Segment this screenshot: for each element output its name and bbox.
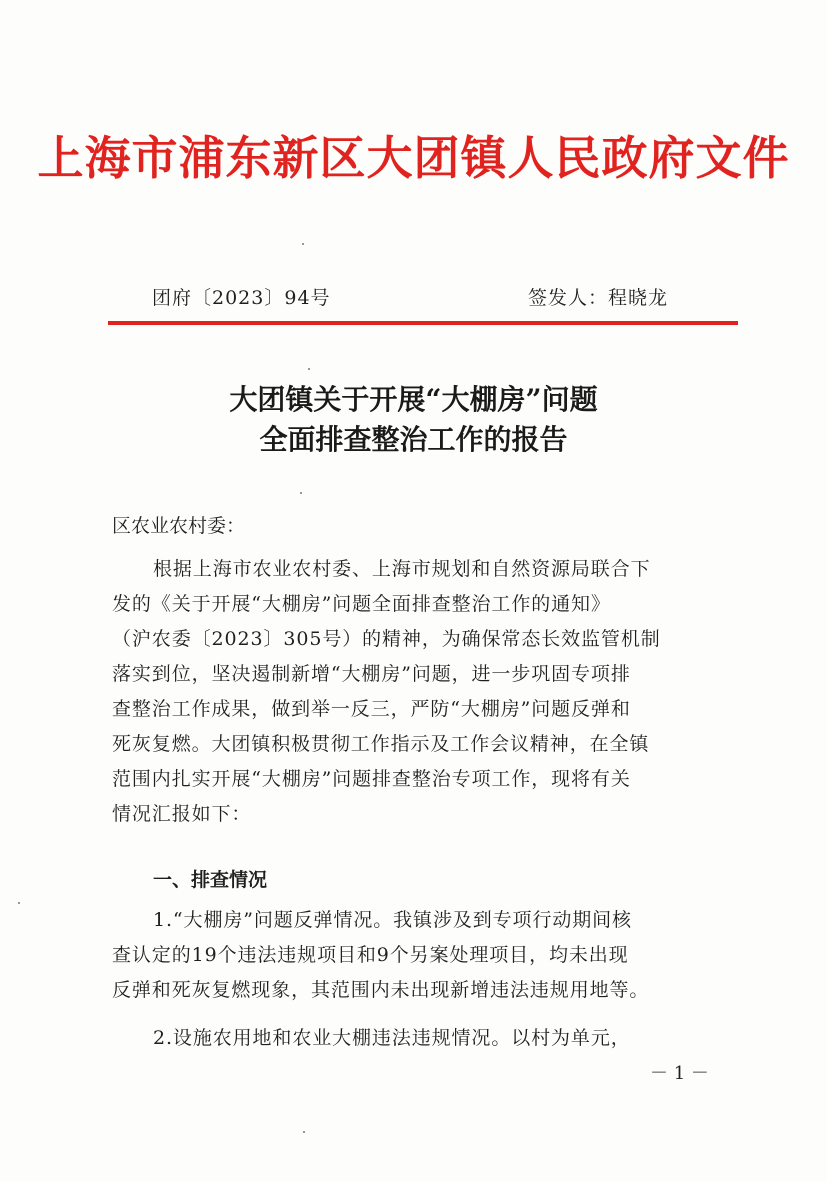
paragraph-line: 发的《关于开展“大棚房”问题全面排查整治工作的通知》 (112, 593, 611, 615)
scan-speck (18, 902, 20, 904)
salutation: 区农业农村委： (112, 515, 246, 537)
paragraph-line: 反弹和死灰复燃现象，其范围内未出现新增违法违规用地等。 (112, 979, 650, 1001)
paragraph-line: 2.设施农用地和农业大棚违法违规情况。以村为单元， (153, 1027, 631, 1049)
document-title (0, 380, 827, 460)
item-1-paragraph (112, 903, 732, 1008)
document-masthead: 上海市浦东新区大团镇人民政府文件 (37, 131, 790, 185)
scan-speck (308, 368, 310, 370)
scan-speck (302, 243, 304, 245)
paragraph-line: 查认定的19个违法违规项目和9个另案处理项目，均未出现 (112, 944, 629, 966)
paragraph-line: （沪农委〔2023〕305号）的精神，为确保常态长效监管机制 (112, 628, 661, 650)
paragraph-line: 1.“大棚房”问题反弹情况。我镇涉及到专项行动期间核 (153, 909, 632, 931)
scan-speck (300, 492, 302, 494)
paragraph-line: 落实到位，坚决遏制新增“大棚房”问题，进一步巩固专项排 (112, 663, 631, 685)
title-line-1: 大团镇关于开展“大棚房”问题 (229, 383, 598, 416)
paragraph-line: 根据上海市农业农村委、上海市规划和自然资源局联合下 (153, 558, 651, 580)
intro-paragraph (112, 552, 732, 832)
paragraph-line: 范围内扎实开展“大棚房”问题排查整治专项工作，现将有关 (112, 768, 631, 790)
paragraph-line: 情况汇报如下： (112, 803, 252, 825)
item-2-paragraph (112, 1021, 732, 1056)
page-number: － 1 － (650, 1063, 709, 1084)
red-divider-line (108, 321, 738, 325)
title-line-2: 全面排查整治工作的报告 (259, 423, 568, 456)
section-heading: 一、排查情况 (153, 869, 268, 891)
document-number: 团府〔2023〕94号 (152, 287, 331, 309)
signer: 签发人：程晓龙 (528, 287, 669, 309)
scan-speck (303, 1131, 305, 1133)
paragraph-line: 查整治工作成果，做到举一反三，严防“大棚房”问题反弹和 (112, 698, 631, 720)
paragraph-line: 死灰复燃。大团镇积极贯彻工作指示及工作会议精神，在全镇 (112, 733, 650, 755)
